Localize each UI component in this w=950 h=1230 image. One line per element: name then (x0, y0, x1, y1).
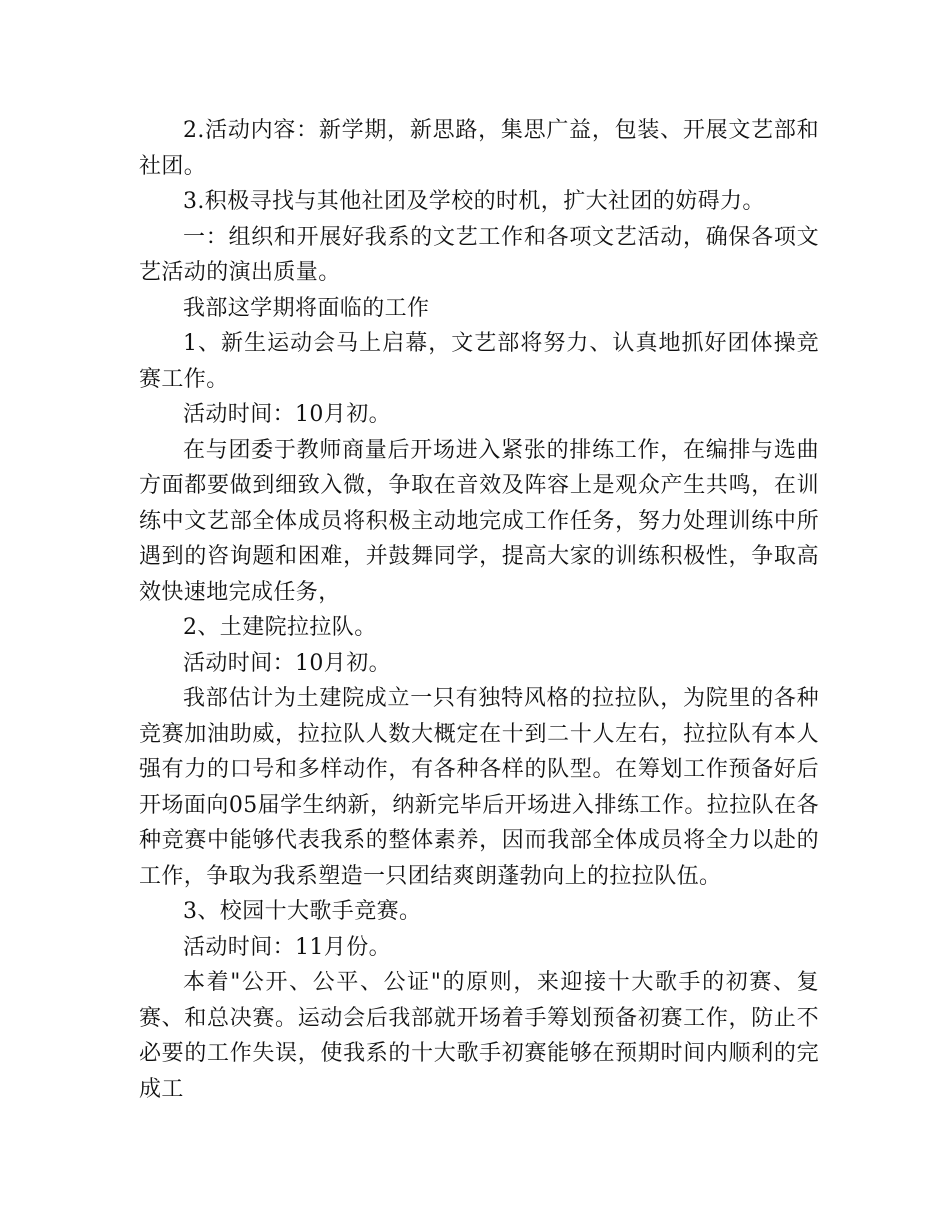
paragraph: 我部估计为土建院成立一只有独特风格的拉拉队，为院里的各种竞赛加油助威，拉拉队人数大概定在十到二十人左右，拉拉队有本人强有力的口号和多样动作，有各种各样的队型。在筹划工作预备好后开场面向05届学生纳新，纳新完毕后开场进入排练工作。拉拉队在各种竞赛中能够代表我系的整体素养，因而我部全体成员将全力以赴的工作，争取为我系塑造一只团结爽朗蓬勃向上的拉拉队伍。 (139, 686, 819, 889)
paragraph: 2、土建院拉拉队。 (183, 615, 377, 640)
paragraph: 活动时间：10月初。 (183, 650, 391, 676)
paragraph: 一：组织和开展好我系的文艺工作和各项文艺活动，确保各项文艺活动的演出质量。 (139, 224, 819, 285)
paragraph: 3.积极寻找与其他社团及学校的时机，扩大社团的妨碍力。 (183, 189, 765, 214)
paragraph: 我部这学期将面临的工作 (183, 295, 430, 321)
paragraph: 本着"公开、公平、公证"的原则，来迎接十大歌手的初赛、复赛、和总决赛。运动会后我部就开场着手筹划预备初赛工作，防止不必要的工作失误，使我系的十大歌手初赛能够在预期时间内顺利的完成工 (139, 970, 819, 1102)
paragraph: 活动时间：10月初。 (183, 402, 391, 427)
paragraph: 2.活动内容：新学期，新思路，集思广益，包装、开展文艺部和社团。 (139, 118, 819, 179)
paragraph: 1、新生运动会马上启幕，文艺部将努力、认真地抓好团体操竞赛工作。 (139, 331, 819, 392)
paragraph: 在与团委于教师商量后开场进入紧张的排练工作，在编排与选曲方面都要做到细致入微，争取在音效及阵容上是观众产生共鸣，在训练中文艺部全体成员将积极主动地完成工作任务，努力处理训练中所遇到的咨询题和困难，并鼓舞同学，提高大家的训练积极性，争取高效快速地完成任务， (139, 437, 819, 605)
paragraph: 活动时间：11月份。 (183, 934, 391, 960)
document-body (139, 113, 819, 1107)
paragraph: 3、校园十大歌手竞赛。 (183, 899, 422, 924)
